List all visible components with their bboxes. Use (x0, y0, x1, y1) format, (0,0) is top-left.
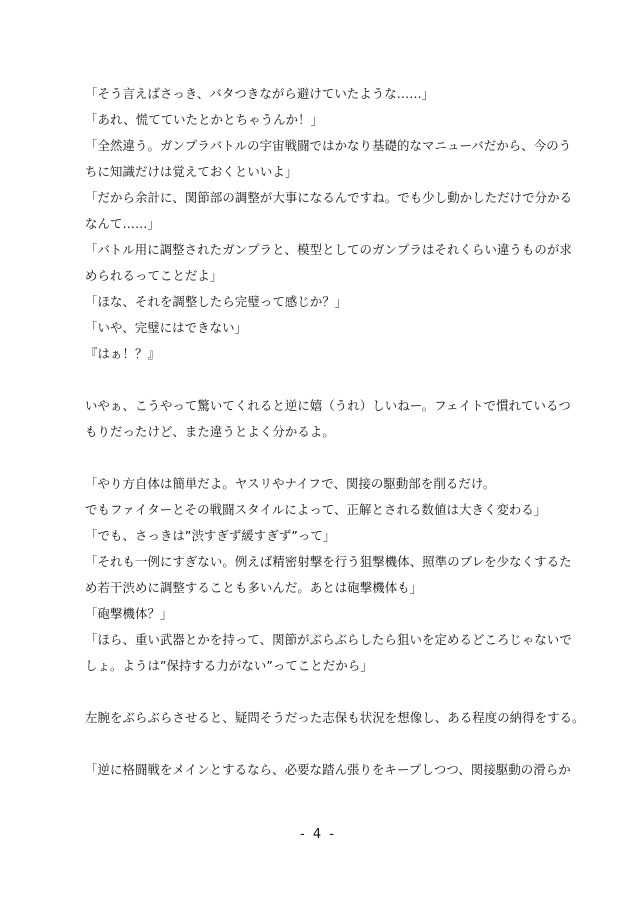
text-line: 「全然違う。ガンプラバトルの宇宙戦闘ではかなり基礎的なマニューバだから、今のう (85, 138, 572, 153)
text-line: 「あれ、慌てていたとかとちゃうんか！」 (85, 112, 324, 127)
text-line: 「砲撃機体？」 (85, 606, 173, 621)
text-line: しょ。ようは”保持する力がない”ってことだから」 (85, 658, 373, 673)
paragraph-gap (85, 367, 565, 393)
paragraph-gap (85, 445, 565, 471)
text-line: 「いや、完璧にはできない」 (85, 320, 248, 335)
paragraph-gap (85, 731, 565, 757)
text-line: 「だから余計に、関節部の調整が大事になるんですね。でも少し動かしただけで分かる (85, 190, 573, 205)
text-line: め若干渋めに調整することも多いんだ。あとは砲撃機体も」 (85, 580, 423, 595)
text-line: 「逆に格闘戦をメインとするなら、必要な踏ん張りをキープしつつ、関接駆動の滑らか (85, 762, 571, 777)
text-line: 「それも一例にすぎない。例えば精密射撃を行う狙撃機体、照準のブレを少なくするた (85, 554, 572, 569)
text-line: 左腕をぶらぶらさせると、疑問そうだった志保も状況を想像し、ある程度の納得をする。 (85, 710, 585, 725)
text-line: 「そう言えばさっき、バタつきながら避けていたような……」 (85, 86, 435, 101)
text-line: 「ほら、重い武器とかを持って、関節がぶらぶらしたら狙いを定めるどころじゃないで (85, 632, 572, 647)
text-line: 『はぁ！？』 (85, 346, 160, 361)
text-line: 「やり方自体は簡単だよ。ヤスリやナイフで、関接の駆動部を削るだけ。 (85, 476, 496, 491)
text-line: いやぁ、こうやって驚いてくれると逆に嬉（うれ）しいねー。フェイトで慣れているつ (85, 398, 571, 413)
text-line: 「バトル用に調整されたガンプラと、模型としてのガンプラはそれくらい違うものが求 (85, 242, 572, 257)
text-line: もりだったけど、また違うとよく分かるよ。 (85, 424, 335, 439)
body-text (85, 81, 585, 783)
text-line: められるってことだよ」 (85, 268, 223, 283)
page-number: - 4 - (300, 827, 336, 842)
text-line: でもファイターとその戦闘スタイルによって、正解とされる数値は大きく変わる」 (85, 502, 547, 517)
text-line: なんて……」 (85, 216, 160, 231)
text-line: ちに知識だけは覚えておくといいよ」 (85, 164, 298, 179)
text-line: 「ほな、それを調整したら完璧って感じか？」 (85, 294, 348, 309)
paragraph-gap (85, 679, 565, 705)
text-line: 「でも、さっきは”渋すぎず緩すぎず”って」 (85, 528, 336, 543)
